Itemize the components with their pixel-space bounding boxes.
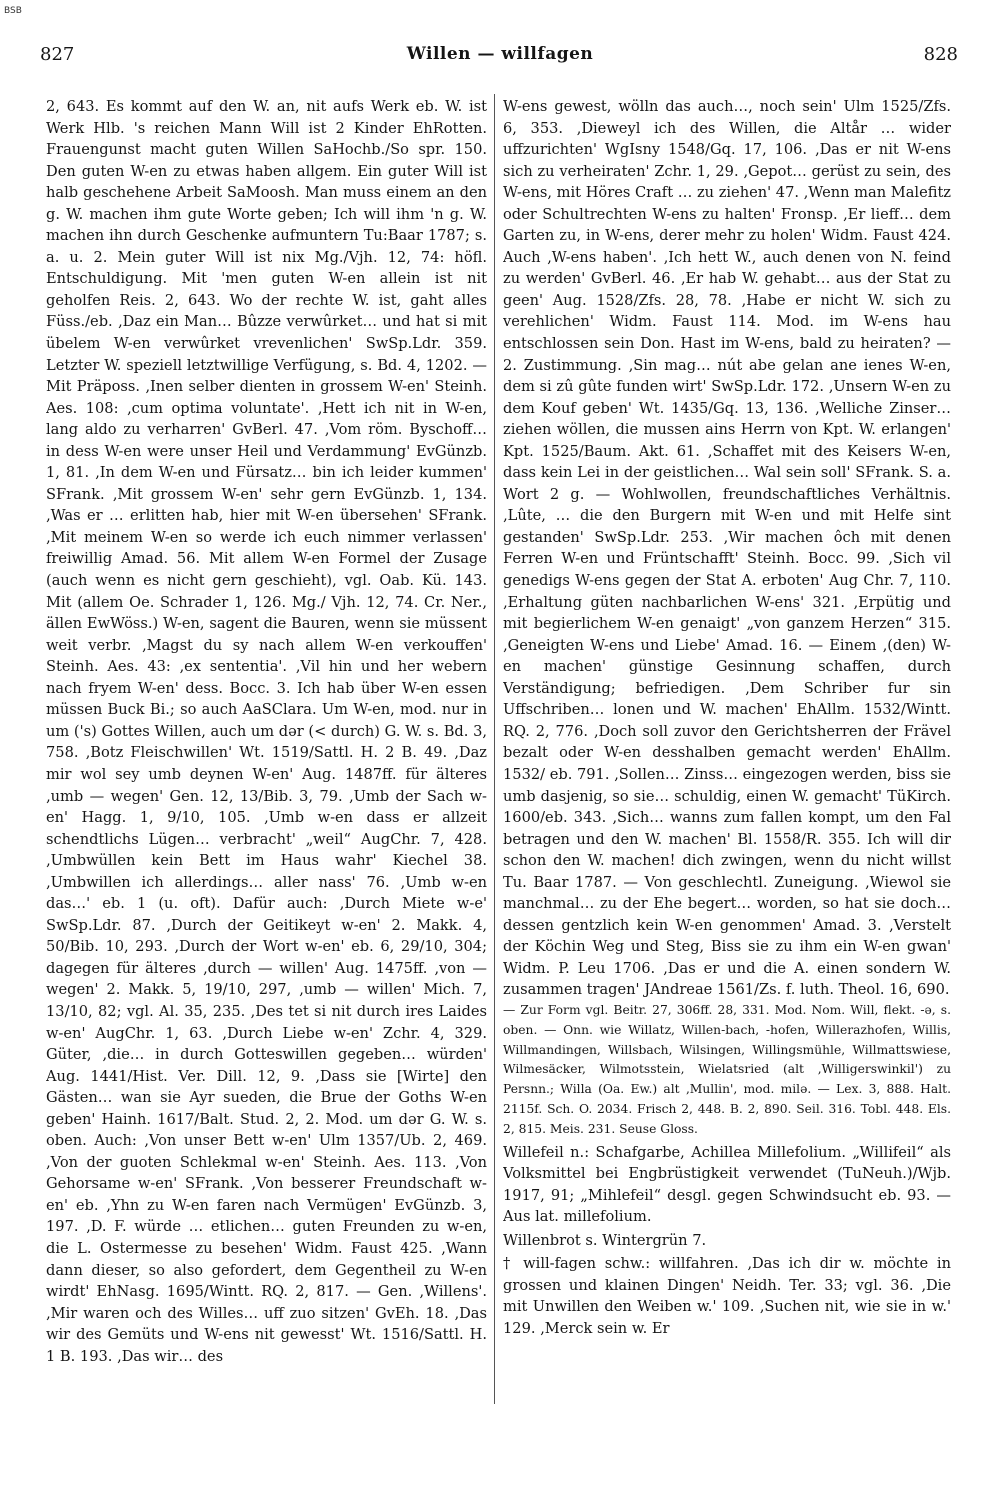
form-note: — Zur Form vgl. Beitr. 27, 306ff. 28, 331. Mod. Nom. Will, flekt. -ə, s. oben. — Onn. wie Willatz, Willen-bach, -hofen, Willerazhofen, Willis, Willmandingen, Willsbach, Wilsingen, Willingsmühle, Willmattswiese, Wilmesäcker, Wilmotsstein, Wielatsried (alt ‚Willigerswinkil') zu Persnn.; Willa (Oa. Ew.) alt ‚Mullin', mod. milə. — Lex. 3, 888. Halt. 2115f. Sch. O. 2034. Frisch 2, 448. B. 2, 890. Seil. 316. Tobl. 448. Els. 2, 815. Meis. 231. Seuse Gloss. (503, 1002, 951, 1136)
page-number-left: 827 (40, 44, 75, 65)
page-number-right: 828 (923, 44, 958, 65)
entry-willfagen: † will-fagen schw.: willfahren. ‚Das ich dir w. möchte in grossen und klainen Dingen' Neidh. Ter. 33; vgl. 36. ‚Die mit Unwillen den Weiben w.' 109. ‚Suchen nit, wie sie in w.' 129. ‚Merck sein w. Er (503, 1255, 951, 1337)
left-column (46, 96, 487, 1401)
entry-willefeil: Willefeil n.: Schafgarbe, Achillea Millefolium. „Willifeil“ als Volksmittel bei Engbrüstigkeit verwendet (TuNeuh.)/Wjb. 1917, 91; „Mihlefeil“ desgl. gegen Schwindsucht eb. 93. — Aus lat. millefolium. (503, 1143, 951, 1226)
willen-entry-continuation: W-ens gewest, wölln das auch…, noch sein' Ulm 1525/Zfs. 6, 353. ‚Dieweyl ich des Willen, die Altår … wider uffzurichten' WgIsny 1548/Gq. 17, 106. ‚Das er nit W-ens sich zu verheiraten' Zchr. 1, 29. ‚Gepot… gerüst zu sein, des W-ens, mit Höres Craft … zu ziehen' 47. ‚Wenn man Malefitz oder Schultrechten W-ens zu halten' Fronsp. ‚Er lieff… dem Garten zu, in W-ens, derer mehr zu holen' Widm. Faust 424. Auch ‚W-ens haben'. ‚Ich hett W., auch denen von N. feind zu werden' GvBerl. 46. ‚Er hab W. gehabt… aus der Stat zu geen' Aug. 1528/Zfs. 28, 78. ‚Habe er nicht W. sich zu verehlichen' Widm. Faust 114. Mod. im W-ens hau entschlossen sein Don. Hast im W-ens, bald zu heiraten? — 2. Zustimmung. ‚Sin mag… nút abe gelan ane ienes W-en, dem si zû gûte funden wirt' SwSp.Ldr. 172. ‚Unsern W-en zu dem Kouf geben' Wt. 1435/Gq. 13, 136. ‚Welliche Zinser… ziehen wöllen, die mussen ains Herrn von Kpt. W. erlangen' Kpt. 1525/Baum. Akt. 61. ‚Schaffet mit des Keisers W-en, dass kein Lei in der geistlichen… Wal sein soll' SFrank. S. a. Wort 2 g. — Wohlwollen, freundschaftliches Verhältnis. ‚Lûte, … die den Burgern mit W-en und mit Helfe sint gestanden' SwSp.Ldr. 253. ‚Wir machen ôch mit denen Ferren W-en und Früntschafft' Steinh. Bocc. 99. ‚Sich vil genedigs W-ens gegen der Stat A. erboten' Aug Chr. 7, 110. ‚Erhaltung güten nachbarlichen W-ens' 321. ‚Erpütig und mit begierlichem W-en genaigt' „von ganzem Herzen“ 315. ‚Geneigten W-ens und Liebe' Amad. 16. — Einem ‚(den) W-en machen' günstige Gesinnung schaffen, durch Verständigung; befriedigen. ‚Dem Schriber fur sin Uffschriben… lonen und W. machen' EhAllm. 1532/Wintt. RQ. 2, 776. ‚Doch soll zuvor den Gerichtsherren der Frävel bezalt oder W-en desshalben gemacht werden' EhAllm. 1532/ eb. 791. ‚Sollen… Zinss… eingezogen werden, biss sie umb dasjenig, so sie… schuldig, einen W. gemacht' TüKirch. 1600/eb. 343. ‚Sich… wanns zum fallen kompt, um den Fal betragen und den W. machen' Bl. 1558/R. 355. Ich will dir schon den W. machen! dich zwingen, wenn du nicht willst Tu. Baar 1787. — Von geschlechtl. Zuneigung. ‚Wiewol sie manchmal… zu der Ehe begert… worden, so hat sie doch… dessen gentzlich kein W-en genommen' Amad. 3. ‚Verstelt der Köchin Weg und Steg, Biss sie zu ihm ein W-en gwan' Widm. P. Leu 1706. ‚Das er und die A. einen sondern W. zusammen tragen' JAndreae 1561/Zs. f. luth. Theol. 16, 690. (503, 98, 951, 999)
right-column (503, 96, 951, 1401)
library-watermark: BSB (4, 6, 22, 16)
entry-willenbrot: Willenbrot s. Wintergrün 7. (503, 1231, 707, 1249)
running-head-title: Willen — willfagen (406, 44, 594, 64)
left-column-text: 2, 643. Es kommt auf den W. an, nit aufs Werk eb. W. ist Werk Hlb. 's reichen Mann Will ist 2 Kinder EhRotten. Frauengunst macht guten Willen SaHochb./So spr. 150. Den guten W-en zu etwas haben allgem. Ein guter Will ist halb geschehene Arbeit SaMoosh. Man muss einem an den g. W. machen ihm gute Worte geben; Ich will ihm 'n g. W. machen ihn durch Geschenke aufmuntern Tu:Baar 1787; s. a. u. 2. Mein guter Will ist nix Mg./Vjh. 12, 74: höfl. Entschuldigung. Mit 'men guten W-en allein ist nit geholfen Reis. 2, 643. Wo der rechte W. ist, gaht alles Füss./eb. ‚Daz ein Man… Bûzze verwûrket… und hat si mit übelem W-en verwûrket vrevenlichen' SwSp.Ldr. 359. Letzter W. speziell letztwillige Verfügung, s. Bd. 4, 1202. — Mit Präposs. ‚Inen selber dienten in grossem W-en' Steinh. Aes. 108: ‚cum optima voluntate'. ‚Hett ich nit in W-en, lang aldo zu verharren' GvBerl. 47. ‚Vom röm. Byschoff… in dess W-en were unser Heil und Verdammung' EvGünzb. 1, 81. ‚In dem W-en und Fürsatz… bin ich leider kummen' SFrank. ‚Mit grossem W-en' sehr gern EvGünzb. 1, 134. ‚Was er … erlitten hab, hier mit W-en übersehen' SFrank. ‚Mit meinem W-en so werde ich euch nimmer verlassen' freiwillig Amad. 56. Mit allem W-en Formel der Zusage (auch wenn es nicht gern geschieht), vgl. Oab. Kü. 143. Mit (allem Oe. Schrader 1, 126. Mg./ Vjh. 12, 74. Cr. Ner., ällen EwWöss.) W-en, sagent die Bauren, wenn sie müssent weit verbr. ‚Magst du sy nach allem W-en verkouffen' Steinh. Aes. 43: ‚ex sententia'. ‚Vil hin und her webern nach fryem W-en' dess. Bocc. 3. Ich hab über W-en essen müssen Buck Bi.; so auch AaSClara. Um W-en, mod. nur in um ('s) Gottes Willen, auch um dər (< durch) G. W. s. Bd. 3, 758. ‚Botz Fleischwillen' Wt. 1519/Sattl. H. 2 B. 49. ‚Daz mir wol sey umb deynen W-en' Aug. 1487ff. für älteres ‚umb — wegen' Gen. 12, 13/Bib. 3, 79. ‚Umb der Sach w-en' Hagg. 1, 9/10, 105. ‚Umb w-en dass er allzeit schendtlichs Lügen… verbracht' „weil“ AugChr. 7, 428. ‚Umbwüllen kein Bett im Haus wahr' Kiechel 38. ‚Umbwillen ich allerdings… aller nass' 76. ‚Umb w-en das…' eb. 1 (u. oft). Dafür auch: ‚Durch Miete w-e' SwSp.Ldr. 87. ‚Durch der Geitikeyt w-en' 2. Makk. 4, 50/Bib. 10, 293. ‚Durch der Wort w-en' eb. 6, 29/10, 304; dagegen für älteres ‚durch — willen' Aug. 1475ff. ‚von — wegen' 2. Makk. 5, 19/10, 297, ‚umb — willen' Mich. 7, 13/10, 82; vgl. Al. 35, 235. ‚Des tet si nit durch ires Laides w-en' AugChr. 1, 63. ‚Durch Liebe w-en' Zchr. 4, 329. Güter, ‚die… in durch Gotteswillen gegeben… würden' Aug. 1441/Hist. Ver. Dill. 12, 9. ‚Dass sie [Wirte] den Gästen… wan sie Ayr sueden, die Brue der Goths W-en geben' Hainh. 1617/Balt. Stud. 2, 2. Mod. um dər G. W. s. oben. Auch: ‚Von unser Bett w-en' Ulm 1357/Ub. 2, 469. ‚Von der guoten Schlekmal w-en' Steinh. Aes. 113. ‚Von Gehorsame w-en' SFrank. ‚Von besserer Freundschaft w-en' eb. ‚Yhn zu W-en faren nach Vermügen' EvGünzb. 3, 197. ‚D. F. würde … etlichen… guten Freunden zu w-en, die L. Ostermesse zu besehen' Widm. Faust 425. ‚Wann dann dieser, so also gefordert, dem Gegentheil zu W-en wirdt' EhNasg. 1695/Wintt. RQ. 2, 817. — Gen. ‚Willens'. ‚Mir waren och des Willes… uff zuo sitzen' GvEh. 18. ‚Das wir des Gemüts und W-ens nit gewesst' Wt. 1516/Sattl. H. 1 B. 193. ‚Das wir… des (46, 98, 487, 1365)
column-divider (494, 94, 495, 1404)
